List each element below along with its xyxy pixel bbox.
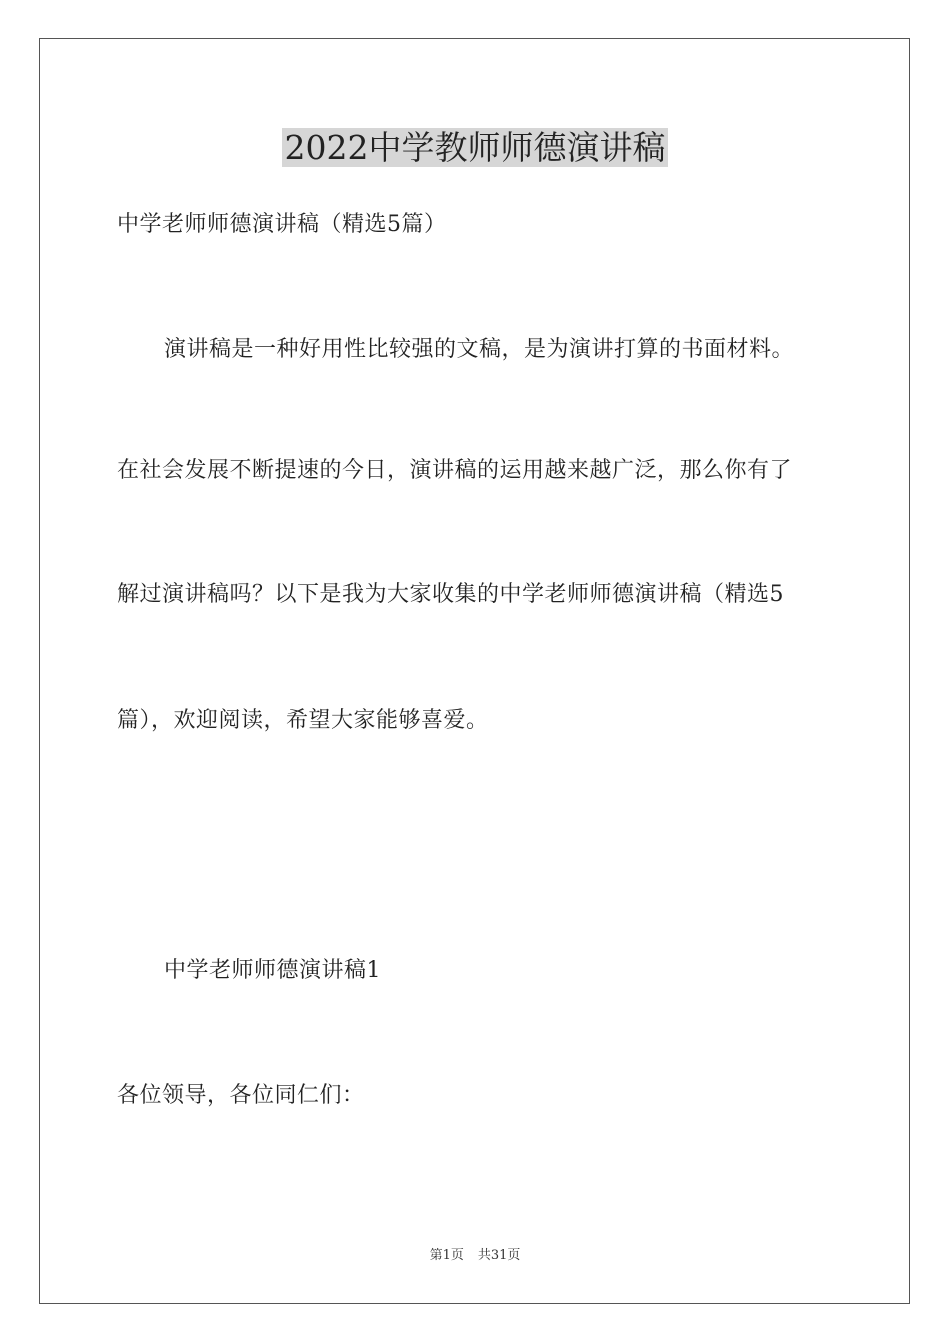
- paragraph-line: 解过演讲稿吗？以下是我为大家收集的中学老师师德演讲稿（精选5: [117, 582, 784, 607]
- subtitle-line: 中学老师师德演讲稿（精选5篇）: [117, 212, 447, 237]
- paragraph-line: 演讲稿是一种好用性比较强的文稿，是为演讲打算的书面材料。: [164, 337, 795, 362]
- document-title-text: 2022中学教师师德演讲稿: [282, 128, 669, 167]
- salutation-line: 各位领导，各位同仁们：: [117, 1083, 365, 1108]
- page-total: 共31页: [477, 1248, 521, 1263]
- paragraph-line: 篇），欢迎阅读，希望大家能够喜爱。: [117, 708, 489, 733]
- page-number: 第1页: [429, 1248, 464, 1263]
- page-footer: [0, 1247, 950, 1265]
- section-heading: 中学老师师德演讲稿1: [164, 958, 381, 983]
- document-title: [0, 126, 950, 170]
- paragraph-line: 在社会发展不断提速的今日，演讲稿的运用越来越广泛，那么你有了: [117, 458, 793, 483]
